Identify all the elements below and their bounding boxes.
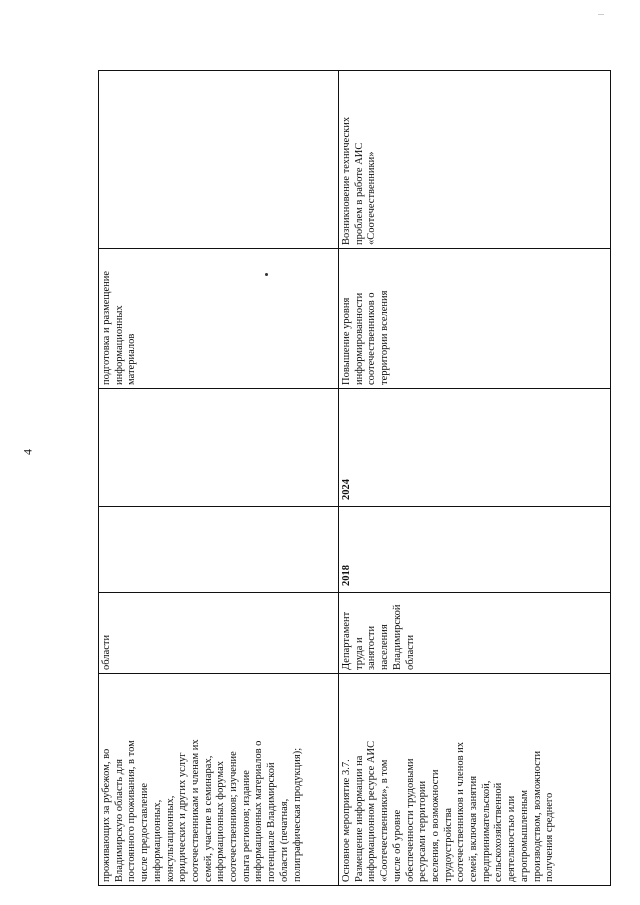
program-table [98,70,611,886]
row2-measure-cell [339,673,610,885]
row1-risks-text [99,71,338,248]
row2-risks-cell [339,71,610,248]
row2-measure-text: Основное мероприятие 3.7. Размещение информации на информационном ресурсе АИС «Соотечественники», в том числе об уровне обеспеченности трудовыми ресурсами территории вселения, о возможности трудоустройства соотечественников и членов их семей, включая занятия предпринимательской, сельскохозяйственной деятельностью или агропромышленным производством, возможности получения среднего [341,740,556,882]
row2-executor-text: Департамент труда и занятости населения Владимирской области [341,604,416,670]
row1-result-text: подготовка и размещение информационных материалов [101,270,138,385]
row1-start-cell [99,506,338,592]
row2-executor-cell [339,592,610,673]
row1-result-cell [99,248,338,388]
row2-start-text: 2018 [341,565,352,586]
row2-end-text: 2024 [341,479,352,500]
page-number: 4 [20,449,35,455]
row2-risks-text: Возникновение технических проблем в работе АИС «Соотечественники» [341,116,378,245]
row1-risks-cell [99,71,338,248]
row1-measure-text: проживающих за рубежом, во Владимирскую область для постоянного проживания, в том числе предоставление информационных, консультационных, юридических и других услуг соотечественникам и членам их семей, участие в семинарах, информационных форумах соотечественников; изучение опыта регионов; издание информационных материалов о потенциале Владимирской области (печатная, полиграфическая продукция); [101,739,303,882]
row1-measure-cell [99,673,338,885]
scan-mark [598,14,604,15]
row1-executor-text: области [101,634,112,670]
row2-result-cell [339,248,610,388]
row1-end-text [99,388,338,506]
row1-end-cell [99,388,338,506]
row2-start-cell [339,506,610,592]
row2-result-text: Повышение уровня информированности соотечественников о территории вселения [341,290,391,385]
row2-end-cell [339,388,610,506]
row1-start-text [99,506,338,592]
row1-executor-cell [99,592,338,673]
